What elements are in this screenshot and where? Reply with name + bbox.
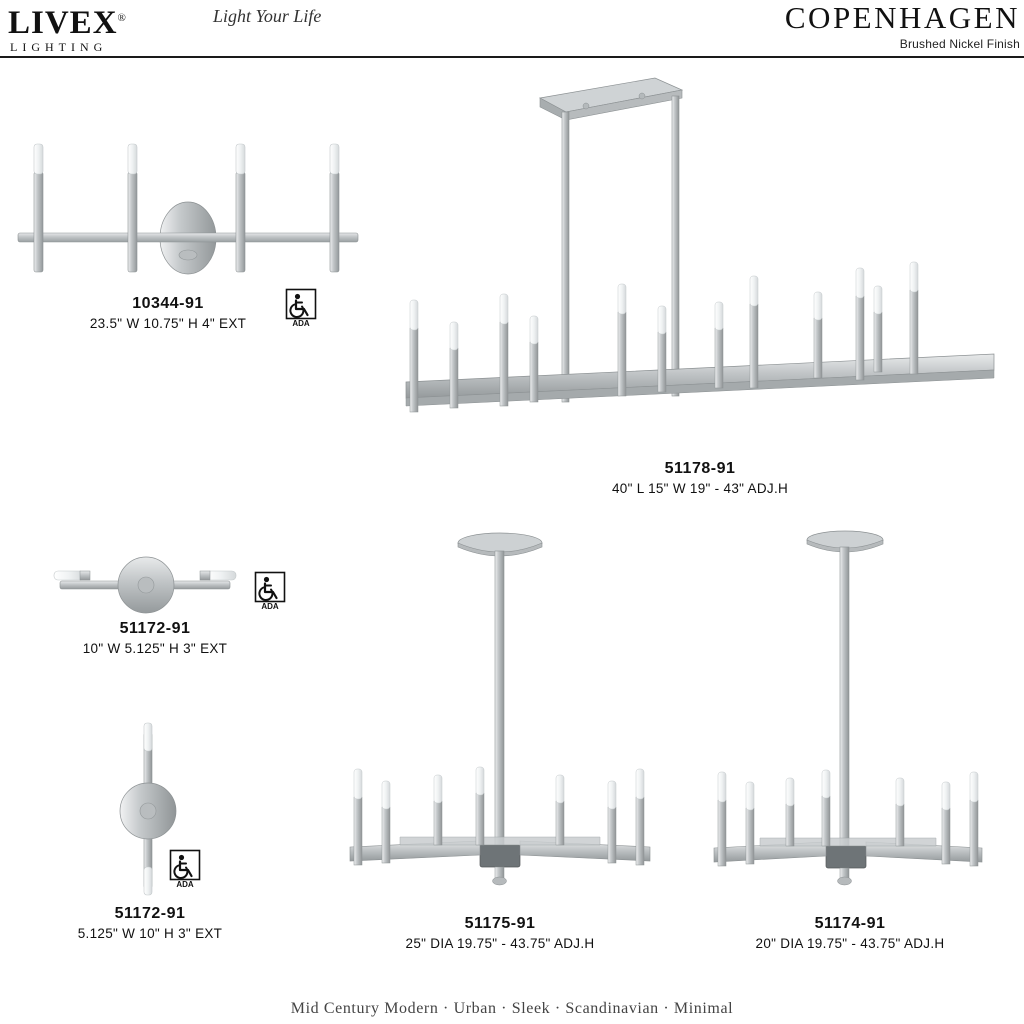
caption-51178-91	[390, 460, 1010, 496]
caption-51174-91	[690, 915, 1010, 951]
caption-51172-91-v	[60, 880, 310, 953]
fixture-drawing-51174-91	[690, 512, 1010, 915]
product-51175-91	[330, 515, 670, 951]
product-51172-91-vertical	[60, 715, 310, 953]
product-image-51175-91	[330, 515, 670, 915]
collection-heading	[785, 0, 1020, 51]
sku-label: 51172-91	[114, 905, 186, 922]
footer-keywords: Mid Century Modern · Urban · Sleek · Scandinavian · Minimal	[290, 1000, 734, 1017]
product-51178-91	[390, 60, 1010, 496]
dimensions-label: 23.5" W 10.75" H 4" EXT	[89, 316, 247, 331]
product-10344-91	[8, 130, 368, 343]
dimensions-label: 10" W 5.125" H 3" EXT	[82, 641, 228, 656]
registered-mark: ®	[117, 12, 127, 24]
brand-logo	[8, 2, 208, 55]
fixture-drawing-51178-91	[390, 60, 1010, 460]
sku-label: 51174-91	[814, 915, 886, 932]
product-image-51174-91	[690, 512, 1010, 915]
product-image-10344-91	[8, 130, 368, 295]
sku-label: 10344-91	[132, 295, 204, 312]
sku-label: 51172-91	[119, 620, 191, 637]
ada-text: ADA	[261, 602, 279, 611]
brand-tagline: Light Your Life	[213, 6, 322, 26]
ada-badge	[255, 572, 285, 610]
product-51172-91-horizontal	[30, 545, 330, 668]
ada-text: ADA	[292, 319, 310, 328]
collection-name: COPENHAGEN	[784, 0, 1020, 35]
dimensions-label: 40" L 15" W 19" - 43" ADJ.H	[611, 481, 789, 496]
caption-51175-91	[330, 915, 670, 951]
sku-label: 51175-91	[464, 915, 536, 932]
ada-badge	[170, 850, 200, 888]
ada-text: ADA	[176, 880, 194, 889]
caption-10344-91	[8, 295, 368, 343]
sku-label: 51178-91	[664, 460, 736, 477]
ada-icon	[170, 850, 200, 888]
product-51174-91	[690, 512, 1010, 951]
brand-subtitle: LIGHTING	[10, 40, 108, 54]
dimensions-label: 5.125" W 10" H 3" EXT	[77, 926, 223, 941]
fixture-drawing-10344-91	[8, 130, 368, 295]
ada-icon	[255, 572, 285, 610]
ada-icon	[286, 289, 316, 327]
dimensions-label: 25" DIA 19.75" - 43.75" ADJ.H	[405, 936, 595, 951]
brand-name	[8, 2, 208, 39]
page-header	[0, 0, 1024, 58]
brand-name-text: LIVEX	[8, 5, 118, 41]
product-image-51178-91	[390, 60, 1010, 460]
ada-badge	[286, 289, 316, 327]
fixture-drawing-51175-91	[330, 515, 670, 915]
caption-51172-91-h	[30, 602, 330, 668]
dimensions-label: 20" DIA 19.75" - 43.75" ADJ.H	[755, 936, 945, 951]
collection-finish: Brushed Nickel Finish	[899, 37, 1020, 51]
